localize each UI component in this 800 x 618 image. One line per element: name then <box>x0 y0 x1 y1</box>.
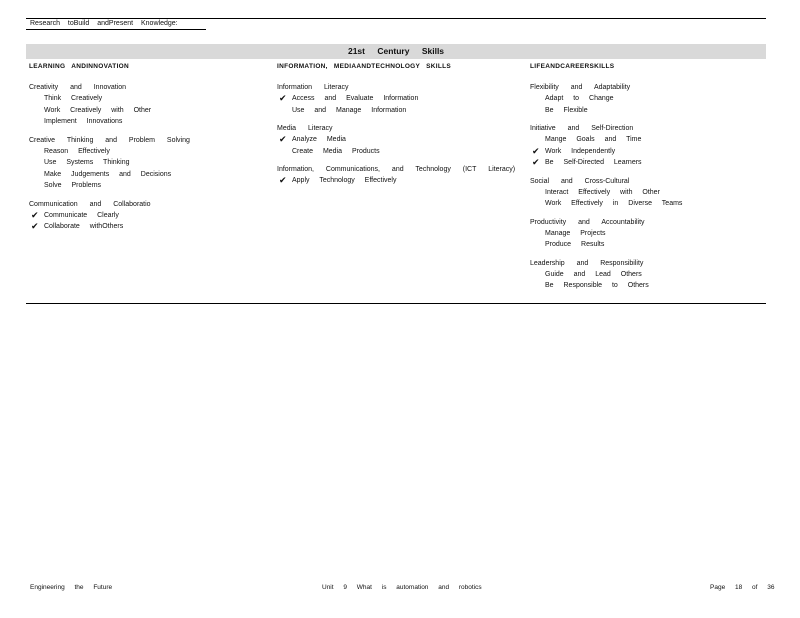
column-heading: LIFEANDCAREERSKILLS <box>530 63 615 70</box>
skill-item <box>29 93 269 105</box>
skill-item-label: Produce Results <box>545 241 605 248</box>
skill-group <box>277 82 517 116</box>
skill-group <box>530 217 770 251</box>
footer-center: Unit 9 What is automation and robotics <box>322 584 482 591</box>
skill-item-label: Implement Innovations <box>44 118 123 125</box>
checkmark-icon: ✔ <box>279 175 287 185</box>
column-heading: LEARNING ANDINNOVATION <box>29 63 130 70</box>
skill-item <box>530 93 770 105</box>
checkmark-icon: ✔ <box>279 93 287 103</box>
skill-item-label: Use and Manage Information <box>292 106 407 114</box>
skill-item <box>29 105 269 117</box>
skill-item-label: Make Judgements and Decisions <box>44 170 172 178</box>
skill-group <box>530 176 770 210</box>
skill-group <box>530 123 770 169</box>
column-heading: INFORMATION, MEDIAANDTECHNOLOGY SKILLS <box>277 63 452 70</box>
section-bottom-rule <box>26 303 766 304</box>
skill-item <box>29 169 269 181</box>
skill-item <box>530 187 770 199</box>
checkmark-icon: ✔ <box>31 221 39 231</box>
skill-item <box>29 116 269 128</box>
skill-item <box>530 157 770 169</box>
skill-item-label: Work Creatively with Other <box>44 106 152 114</box>
skill-item-label: Work Effectively in Diverse Teams <box>545 200 683 207</box>
skill-item <box>277 105 517 117</box>
column-learning-innovation <box>29 63 269 240</box>
skill-group <box>530 82 770 116</box>
skill-item <box>530 280 770 292</box>
skill-item <box>530 146 770 158</box>
skill-item <box>29 221 269 233</box>
checkmark-icon: ✔ <box>532 145 540 156</box>
skill-item <box>277 134 517 146</box>
skill-item-label: Access and Evaluate Information <box>292 95 419 102</box>
skill-item <box>29 157 269 169</box>
skill-item-label: Solve Problems <box>44 182 102 189</box>
skill-item <box>277 146 517 158</box>
page-header-title: Research toBuild andPresent Knowledge: <box>30 20 178 27</box>
skill-item-label: Adapt to Change <box>545 95 614 102</box>
skill-item-label: Mange Goals and Time <box>545 136 642 143</box>
skill-item-label: Work Independently <box>545 147 616 155</box>
skill-group <box>29 82 269 128</box>
skill-item <box>277 175 517 187</box>
skill-item <box>29 146 269 158</box>
skill-group-title: Leadership and Responsibility <box>530 259 644 267</box>
skill-group-title: Information, Communications, and Technology (ICT Literacy) <box>277 166 516 173</box>
skill-item-label: Communicate Clearly <box>44 211 119 219</box>
skill-group-title: Productivity and Accountability <box>530 218 645 226</box>
skill-item-label: Be Responsible to Others <box>545 282 649 289</box>
skill-item-label: Think Creatively <box>44 95 103 102</box>
skill-item-label: Interact Effectively with Other <box>545 188 660 196</box>
checkmark-icon: ✔ <box>279 134 287 144</box>
skill-group-title: Creative Thinking and Problem Solving <box>29 136 190 144</box>
skill-item <box>530 239 770 251</box>
skill-item <box>277 93 517 105</box>
skill-group <box>530 258 770 292</box>
skill-item-label: Reason Effectively <box>44 147 110 155</box>
skill-group-title: Information Literacy <box>277 84 349 91</box>
skill-item-label: Be Self-Directed Learners <box>545 159 642 166</box>
skill-item-label: Manage Projects <box>545 229 606 237</box>
skill-item-label: Collaborate withOthers <box>44 223 124 230</box>
column-life-career <box>530 63 770 299</box>
skill-group <box>29 135 269 192</box>
header-underline <box>26 29 206 30</box>
footer-page-number: Page 18 of 36 <box>710 584 775 591</box>
skill-item-label: Be Flexible <box>545 106 588 114</box>
skill-item <box>530 134 770 146</box>
skill-item-label: Create Media Products <box>292 147 380 155</box>
skill-group <box>277 164 517 187</box>
skill-group-title: Media Literacy <box>277 125 333 132</box>
skill-item <box>530 269 770 281</box>
header-rule <box>26 18 766 19</box>
skills-band-title: 21st Century Skills <box>26 44 766 59</box>
footer-left: Engineering the Future <box>30 584 113 591</box>
skill-item-label: Guide and Lead Others <box>545 270 642 278</box>
skill-group-title: Social and Cross-Cultural <box>530 177 630 185</box>
skill-item-label: Use Systems Thinking <box>44 159 130 166</box>
skill-item <box>530 105 770 117</box>
skill-group-title: Communication and Collaboratio <box>29 200 151 208</box>
skill-group-title: Creativity and Innovation <box>29 84 127 91</box>
checkmark-icon: ✔ <box>532 157 540 167</box>
skill-item <box>530 228 770 240</box>
skill-item <box>530 198 770 210</box>
skill-group-title: Flexibility and Adaptability <box>530 84 631 91</box>
skill-item <box>29 180 269 192</box>
skill-item-label: Analyze Media <box>292 136 346 143</box>
skill-item <box>29 210 269 222</box>
skill-item-label: Apply Technology Effectively <box>292 177 397 184</box>
skill-group <box>277 123 517 157</box>
checkmark-icon: ✔ <box>31 209 39 220</box>
skill-group-title: Initiative and Self-Direction <box>530 125 634 132</box>
skill-group <box>29 199 269 233</box>
column-information-media-technology <box>277 63 517 194</box>
